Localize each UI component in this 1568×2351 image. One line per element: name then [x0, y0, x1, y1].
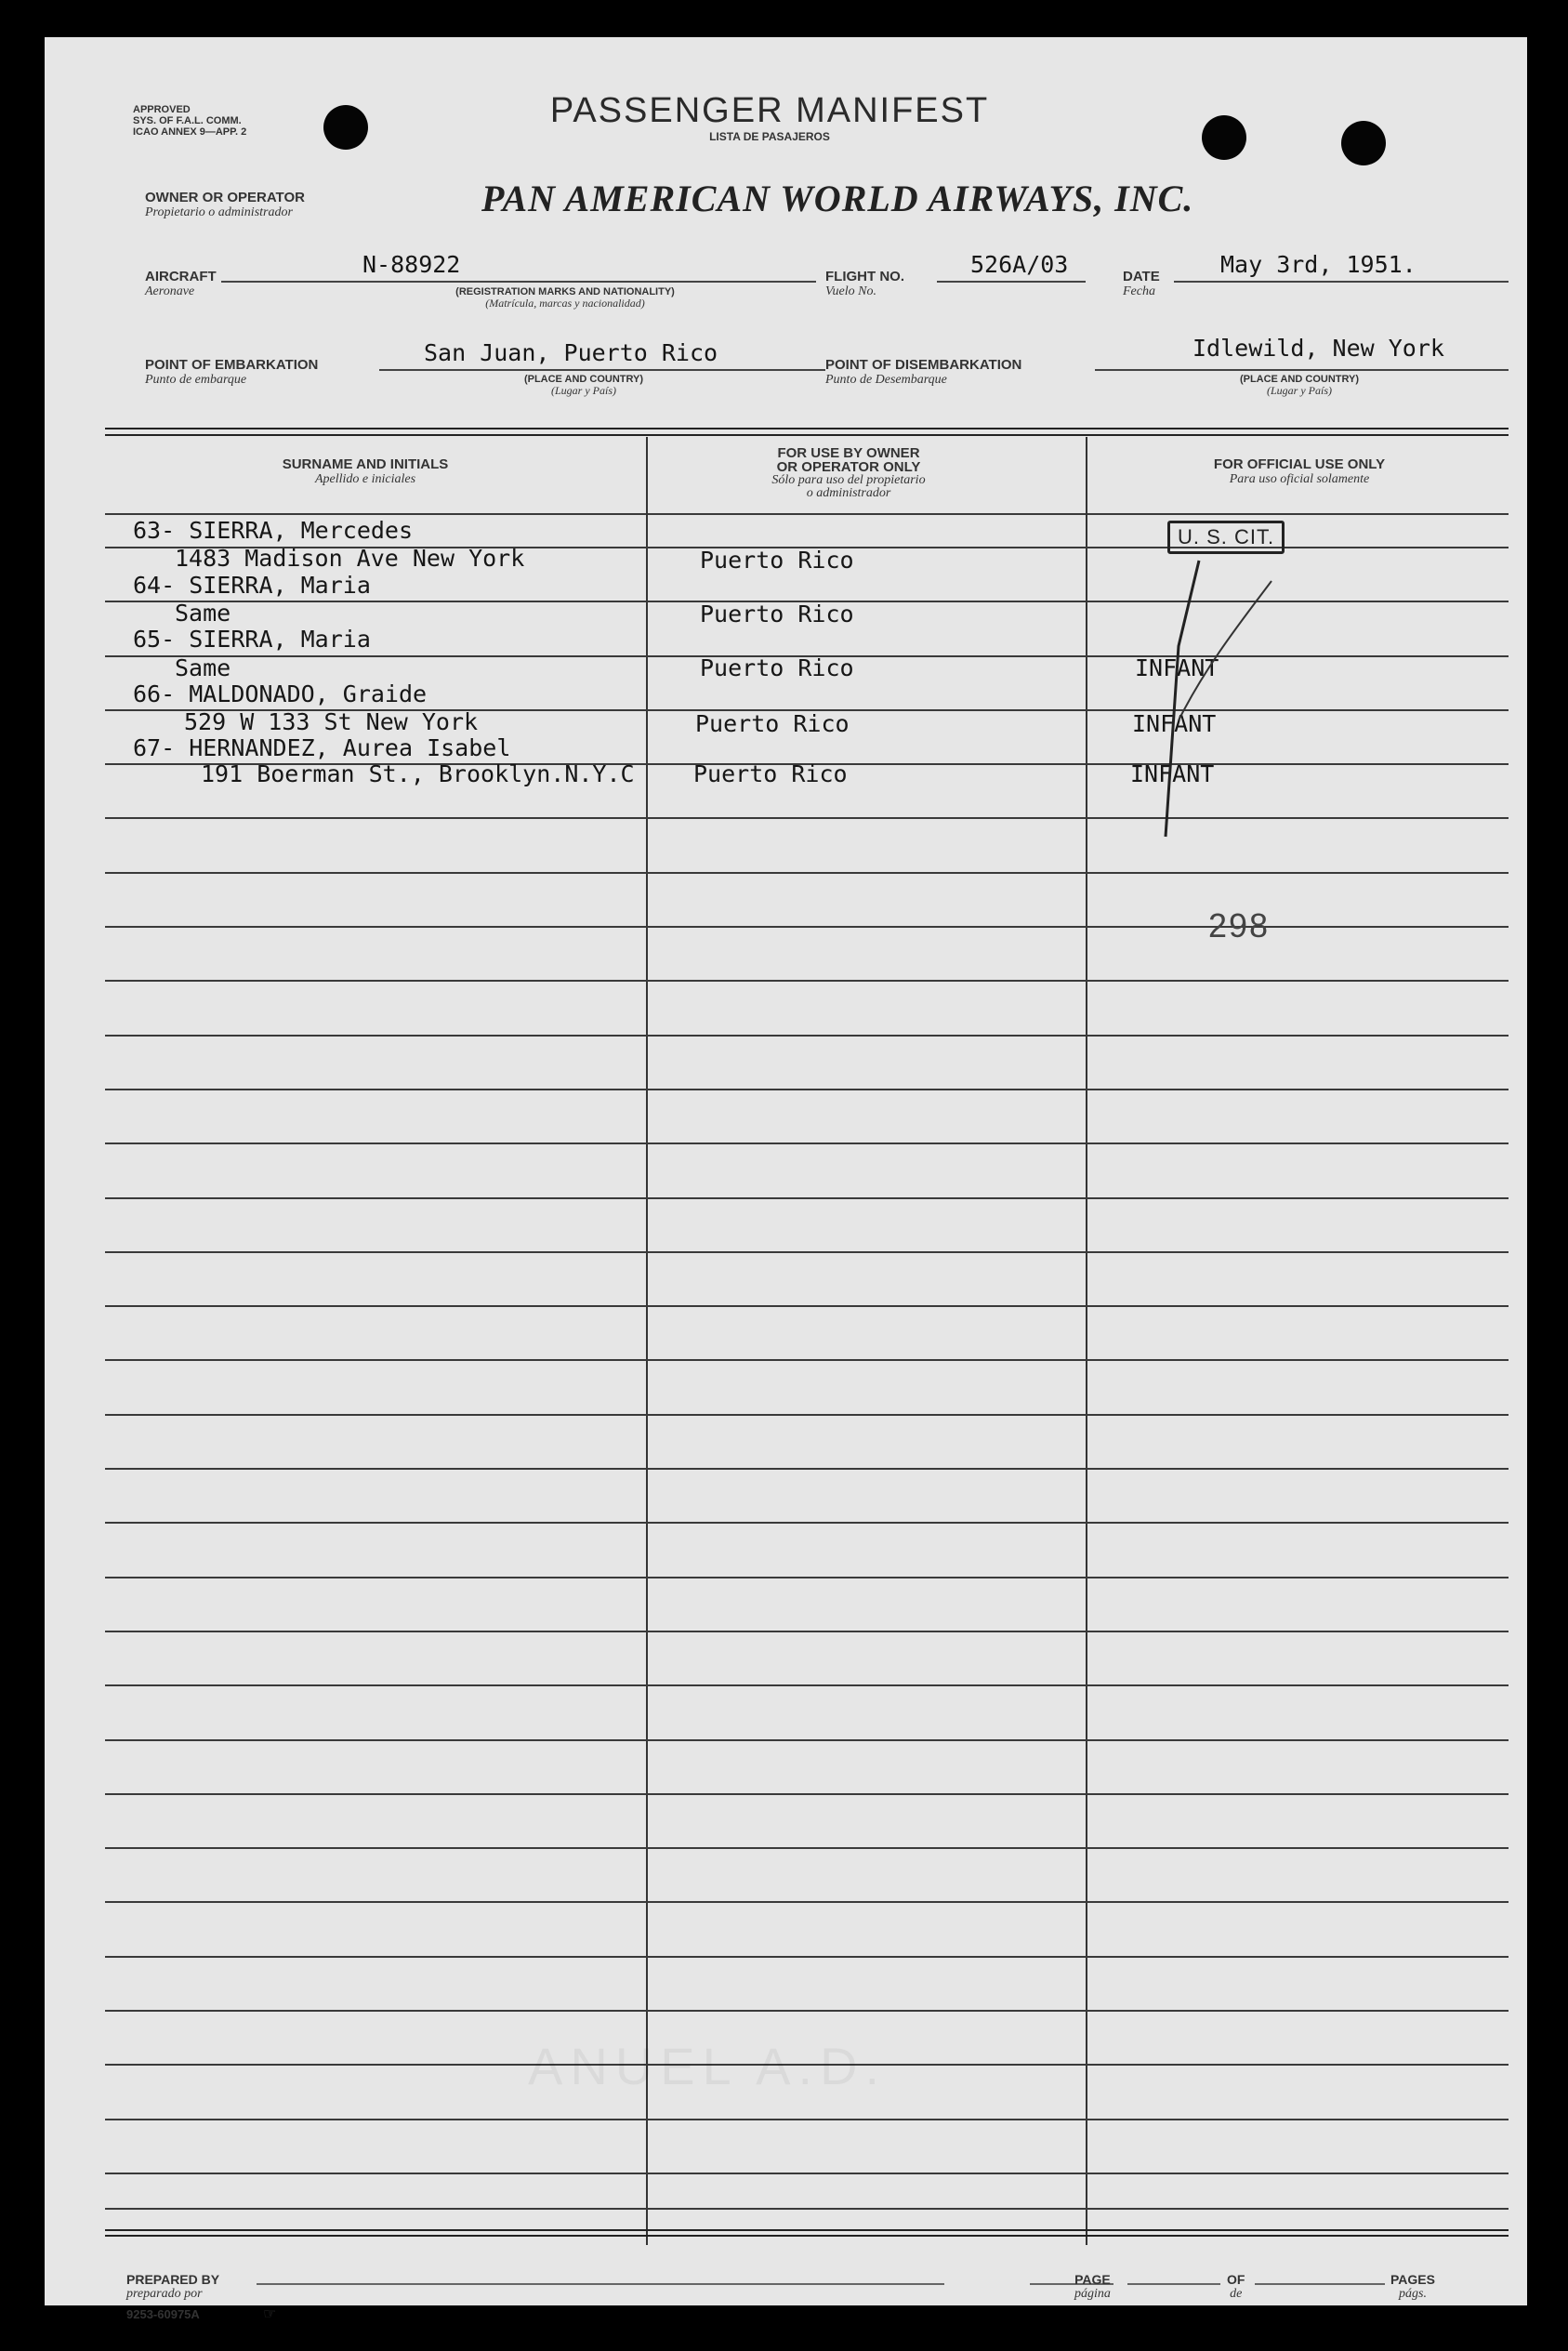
page-block [1074, 2273, 1111, 2301]
table-rule-line [105, 1684, 1509, 1686]
flight-label: FLIGHT NO. [825, 269, 904, 284]
table-rule-line [105, 1359, 1509, 1361]
passenger-name: 64- SIERRA, Maria [133, 572, 371, 599]
flight-label-es: Vuelo No. [825, 284, 876, 298]
embark-underline [379, 369, 825, 371]
passenger-name: 66- MALDONADO, Graide [133, 680, 428, 707]
table-rule-line [105, 1739, 1509, 1741]
table-rule-line [105, 1089, 1509, 1090]
page-number-underline [1127, 2283, 1220, 2285]
date-underline [1174, 281, 1509, 283]
embark-label-es: Punto de embarque [145, 373, 247, 387]
flight-value: 526A/03 [970, 251, 1069, 278]
date-label-es: Fecha [1123, 284, 1155, 298]
table-rule-line [105, 1631, 1509, 1632]
disembark-label: POINT OF DISEMBARKATION [825, 357, 1022, 373]
aircraft-value: N-88922 [362, 251, 461, 278]
passenger-origin: Puerto Rico [693, 760, 848, 787]
of-label-es: de [1230, 2287, 1243, 2301]
embark-label-block [145, 358, 318, 387]
passenger-name: 63- SIERRA, Mercedes [133, 517, 414, 544]
flight-underline [937, 281, 1086, 283]
passenger-address: 529 W 133 St New York [184, 708, 479, 735]
punch-hole [1202, 115, 1246, 160]
column-divider [646, 437, 648, 2245]
table-rule-line [105, 1142, 1509, 1144]
flight-label-block [825, 270, 904, 298]
prepared-by-underline [257, 2283, 944, 2285]
prepared-by-block [126, 2273, 219, 2301]
approval-line: APPROVED [133, 104, 191, 115]
pages-label-es: págs. [1399, 2287, 1427, 2301]
aircraft-underline [221, 281, 816, 283]
column-divider [1086, 437, 1087, 2245]
citizenship-stamp: U. S. CIT. [1167, 521, 1285, 554]
prepared-by-label: PREPARED BY [126, 2272, 220, 2287]
registration-note: (REGISTRATION MARKS AND NATIONALITY) (Matrícula, marcas y nacionalidad) [455, 286, 675, 310]
punch-hole [323, 105, 368, 150]
table-rule-line [105, 1251, 1509, 1253]
approval-block [133, 104, 246, 138]
pages-block [1390, 2273, 1435, 2301]
form-title: PASSENGER MANIFEST [549, 91, 990, 130]
disembark-label-block [825, 358, 1021, 387]
total-pages-underline [1255, 2283, 1385, 2285]
form-number: 9253-60975A [126, 2307, 200, 2321]
page-number-stamp: 298 [1208, 906, 1271, 944]
pages-label: PAGES [1390, 2272, 1435, 2287]
table-rule-line [105, 1901, 1509, 1903]
approval-line: SYS. OF F.A.L. COMM. [133, 115, 242, 126]
table-bottom-rule [105, 2229, 1509, 2231]
table-rule-line [105, 1577, 1509, 1578]
passenger-official-note: INFANT [1130, 760, 1215, 787]
table-rule-line [105, 2119, 1509, 2120]
table-rule-line [105, 2208, 1509, 2210]
approval-line: ICAO ANNEX 9—APP. 2 [133, 126, 247, 138]
owner-label-block [145, 191, 305, 219]
table-rule-line [105, 1793, 1509, 1795]
passenger-name: 67- HERNANDEZ, Aurea Isabel [133, 734, 511, 761]
disembark-value: Idlewild, New York [1192, 335, 1444, 362]
passenger-origin: Puerto Rico [700, 654, 854, 681]
passenger-origin: Puerto Rico [700, 547, 854, 574]
table-rule-line [105, 1197, 1509, 1199]
table-rule-line [105, 1414, 1509, 1416]
show-through-text: ANUEL A.D. [528, 2037, 888, 2095]
table-rule-line [105, 1847, 1509, 1849]
col-header-surname: SURNAME AND INITIALS Apellido e iniciales [282, 456, 449, 486]
col-header-official: FOR OFFICIAL USE ONLY Para uso oficial solamente [1213, 456, 1386, 486]
aircraft-label-block [145, 270, 217, 298]
table-rule-line [105, 1468, 1509, 1470]
aircraft-label-es: Aeronave [145, 284, 195, 298]
of-block [1227, 2273, 1245, 2301]
page-label: PAGE [1074, 2272, 1111, 2287]
disembark-label-es: Punto de Desembarque [825, 373, 947, 387]
table-rule-line [105, 872, 1509, 874]
aircraft-label: AIRCRAFT [145, 269, 217, 284]
manifest-page [45, 37, 1527, 2322]
passenger-origin: Puerto Rico [695, 710, 850, 737]
embark-value: San Juan, Puerto Rico [424, 339, 718, 366]
handwritten-checkmark [1141, 553, 1309, 851]
table-rule-line [105, 1522, 1509, 1524]
disembark-underline [1095, 369, 1509, 371]
table-rule-line [105, 1956, 1509, 1958]
passenger-origin: Puerto Rico [700, 601, 854, 627]
embark-label: POINT OF EMBARKATION [145, 357, 319, 373]
table-rule-line [105, 2173, 1509, 2174]
table-top-rule [105, 428, 1509, 429]
table-bottom-rule [105, 2235, 1509, 2237]
date-label-block [1123, 270, 1160, 298]
table-rule-line [105, 2010, 1509, 2012]
date-value: May 3rd, 1951. [1220, 251, 1416, 278]
passenger-address: 191 Boerman St., Brooklyn.N.Y.C [201, 760, 635, 787]
passenger-name: 65- SIERRA, Maria [133, 626, 371, 653]
of-label: OF [1227, 2272, 1245, 2287]
passenger-official-note: INFANT [1132, 710, 1217, 737]
punch-hole [1341, 121, 1386, 165]
prepared-by-label-es: preparado por [126, 2287, 203, 2301]
owner-label-es: Propietario o administrador [145, 205, 293, 219]
passenger-official-note: INFANT [1135, 654, 1219, 681]
table-rule-line [105, 1035, 1509, 1037]
table-rule-line [105, 1305, 1509, 1307]
disembark-place-note: (PLACE AND COUNTRY) (Lugar y País) [1239, 374, 1360, 397]
passenger-address: 1483 Madison Ave New York [175, 545, 525, 572]
col-header-owner-use: FOR USE BY OWNER OR OPERATOR ONLY Sólo para uso del propietario o administrador [771, 445, 926, 500]
date-label: DATE [1123, 269, 1160, 284]
owner-label: OWNER OR OPERATOR [145, 190, 305, 205]
page-label-es: página [1074, 2287, 1111, 2301]
header-bottom-rule [105, 513, 1509, 515]
embark-place-note: (PLACE AND COUNTRY) (Lugar y País) [523, 374, 644, 397]
table-rule-line [105, 926, 1509, 928]
union-label-icon: ☞ [263, 2306, 277, 2322]
table-top-rule [105, 434, 1509, 436]
table-rule-line [105, 980, 1509, 982]
form-title-es: LISTA DE PASAJEROS [709, 130, 830, 143]
passenger-address: Same [175, 654, 231, 681]
passenger-address: Same [175, 600, 231, 627]
operator-name: PAN AMERICAN WORLD AIRWAYS, INC. [481, 178, 1194, 219]
